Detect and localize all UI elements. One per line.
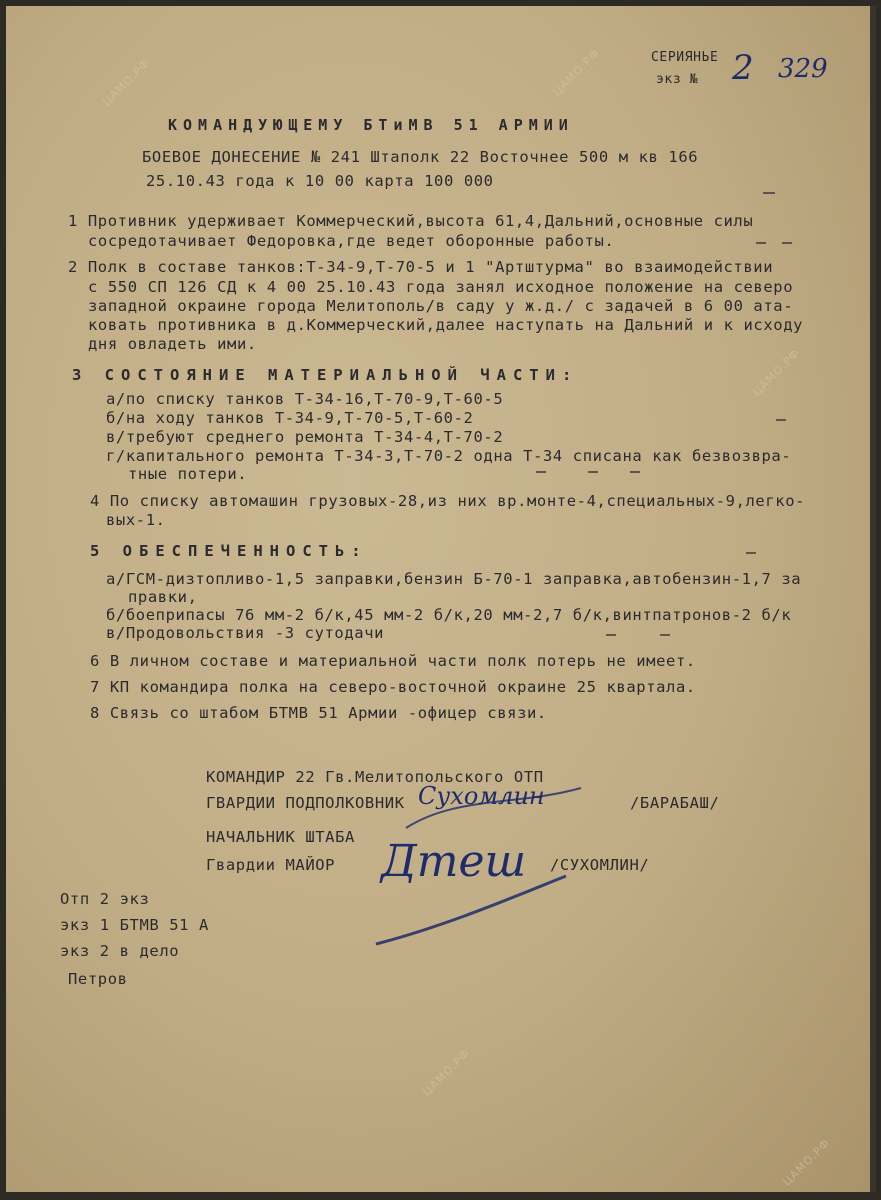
dash (606, 634, 616, 636)
chief-name: /СУХОМЛИН/ (550, 856, 650, 874)
watermark: ЦАМО.РФ (420, 1046, 473, 1099)
distribution-line-2: экз 1 БТМВ 51 А (60, 916, 209, 934)
item-3-b: б/на ходу танков Т-34-9,Т-70-5,Т-60-2 (106, 409, 474, 427)
handwritten-signature-1: Сухомлин (418, 782, 545, 810)
item-5-c: в/Продовольствия -3 сутодачи (106, 624, 385, 642)
dash (746, 552, 756, 554)
copy-number: 2 (732, 48, 754, 88)
item-3-c: в/требуют среднего ремонта Т-34-4,Т-70-2 (106, 428, 504, 446)
item-2-line-4: ковать противника в д.Коммерческий,далее наступать на Дальний и к исходу (88, 316, 804, 334)
item-3-d-cont: тные потери. (128, 465, 248, 483)
watermark: ЦАМО.РФ (780, 1136, 833, 1189)
distribution-line-4: Петров (68, 970, 128, 988)
document-sheet (6, 6, 876, 1192)
item-6: 6 В личном составе и материальной части полк потерь не имеет. (90, 652, 696, 670)
commander-title: КОМАНДИР 22 Гв.Мелитопольского ОТП (206, 768, 544, 786)
distribution-line-3: экз 2 в дело (60, 942, 180, 960)
dash (660, 634, 670, 636)
dash (763, 192, 775, 194)
item-5-heading: 5 ОБЕСПЕЧЕННОСТЬ: (90, 542, 368, 560)
item-1-line-1: 1 Противник удерживает Коммерческий,высота 61,4,Дальний,основные силы (68, 212, 754, 230)
item-2-line-5: дня овладеть ими. (88, 335, 257, 353)
report-line: БОЕВОЕ ДОНЕСЕНИЕ № 241 Штаполк 22 Восточнее 500 м кв 166 (142, 148, 699, 166)
chief-rank: Гвардии МАЙОР (206, 856, 336, 874)
item-3-heading: 3 СОСТОЯНИЕ МАТЕРИАЛЬНОЙ ЧАСТИ: (72, 366, 579, 384)
chief-title: НАЧАЛЬНИК ШТАБА (206, 828, 355, 846)
dash (776, 419, 786, 421)
dash (536, 471, 546, 473)
item-3-a: а/по списку танков Т-34-16,Т-70-9,Т-60-5 (106, 390, 504, 408)
item-5-b: б/боеприпасы 76 мм-2 б/к,45 мм-2 б/к,20 мм-2,7 б/к,винтпатронов-2 б/к (106, 606, 792, 624)
item-7: 7 КП командира полка на северо-восточной окраине 25 квартала. (90, 678, 696, 696)
item-5-a-cont: правки, (128, 588, 198, 606)
item-3-d: г/капитального ремонта Т-34-3,Т-70-2 одна Т-34 списана как безвозвра- (106, 447, 792, 465)
item-8: 8 Связь со штабом БТМВ 51 Армии -офицер связи. (90, 704, 547, 722)
item-4-line-1: 4 По списку автомашин грузовых-28,из них вр.монте-4,специальных-9,легко- (90, 492, 806, 510)
dash (756, 242, 766, 244)
commander-rank: ГВАРДИИ ПОДПОЛКОВНИК (206, 794, 405, 812)
watermark: ЦАМО.РФ (750, 346, 803, 399)
date-line: 25.10.43 года к 10 00 карта 100 000 (146, 172, 494, 190)
dash (630, 471, 640, 473)
commander-name: /БАРАБАШ/ (630, 794, 720, 812)
watermark: ЦАМО.РФ (100, 56, 153, 109)
dash (782, 242, 792, 244)
item-1-line-2: сосредотачивает Федоровка,где ведет оборонные работы. (88, 232, 615, 250)
distribution-line-1: Отп 2 экз (60, 890, 150, 908)
item-5-a: а/ГСМ-дизтопливо-1,5 заправки,бензин Б-70-1 заправка,автобензин-1,7 за (106, 570, 802, 588)
item-2-line-3: западной окраине города Мелитополь/в саду у ж.д./ с задачей в 6 00 ата- (88, 297, 794, 315)
dash (588, 471, 598, 473)
signature-strokes (366, 776, 586, 956)
document-number: 329 (778, 54, 828, 84)
secrecy-mark: СЕРИЯНЬЕ (651, 50, 719, 65)
copy-label: экз № (656, 72, 699, 87)
item-4-line-2: вых-1. (106, 511, 166, 529)
addressee: КОМАНДУЮЩЕМУ БТиМВ 51 АРМИИ (168, 116, 574, 134)
item-2-line-2: с 550 СП 126 СД к 4 00 25.10.43 года занял исходное положение на северо (88, 278, 794, 296)
watermark: ЦАМО.РФ (550, 46, 603, 99)
handwritten-signature-2: Дтеш (381, 836, 527, 887)
item-2-line-1: 2 Полк в составе танков:Т-34-9,Т-70-5 и 1 "Артштурма" во взаимодействии (68, 258, 774, 276)
